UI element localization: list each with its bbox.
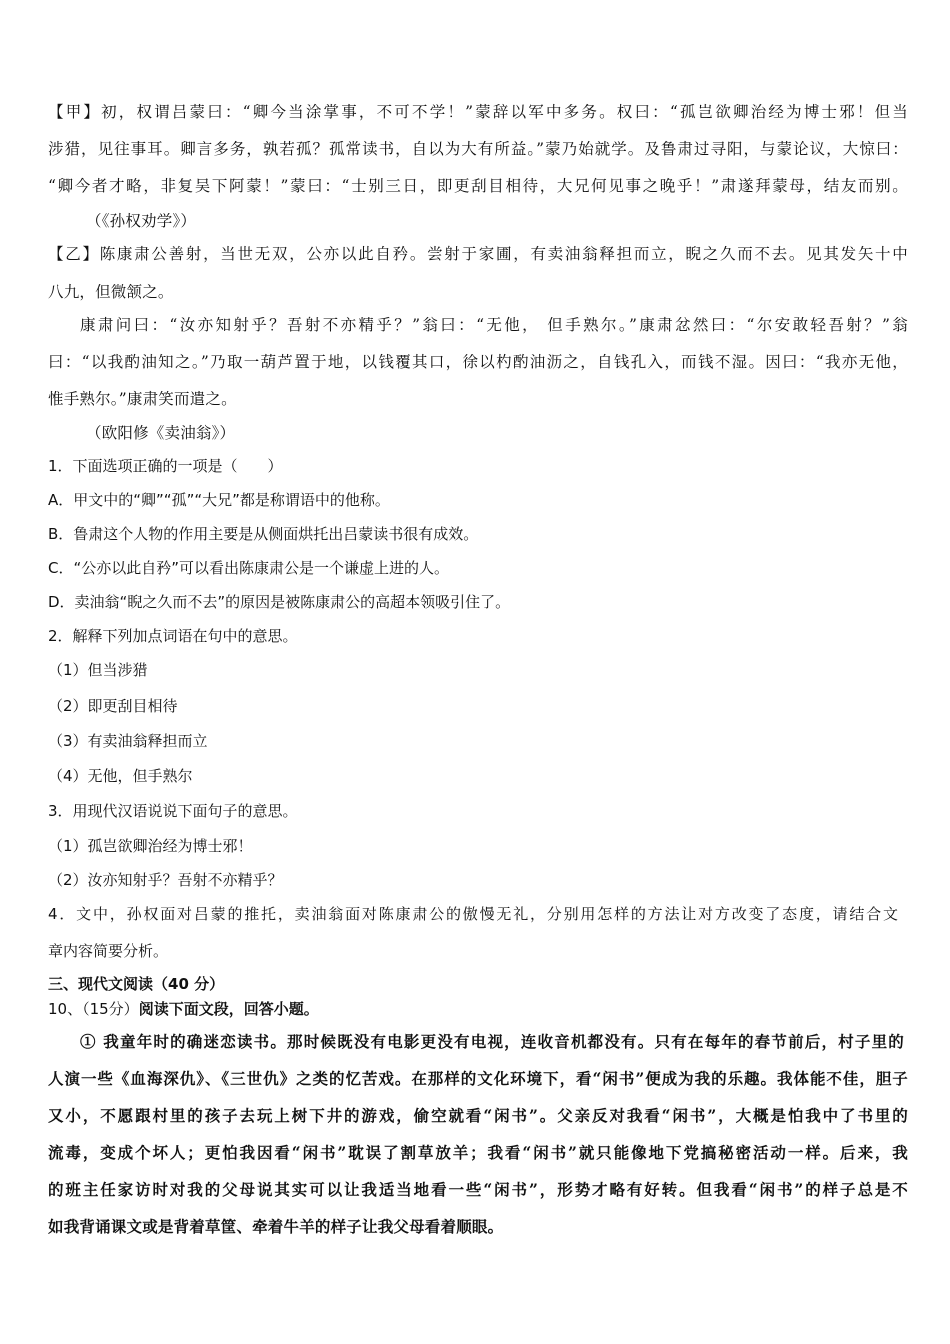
question-1-option-c: C．“公亦以此自矜”可以看出陈康肃公是一个谦虚上进的人。 [48, 559, 450, 577]
section-3-heading: 三、现代文阅读（40 分） [48, 975, 225, 993]
modern-passage-line-1: ① 我童年时的确迷恋读书。那时候既没有电影更没有电视，连收音机都没有。只有在每年的春节前后，村子里的 [80, 1032, 904, 1051]
modern-passage-line-5: 的班主任家访时对我的父母说其实可以让我适当地看一些“闲书”，形势才略有好转。但我看“闲书”的样子总是不 [48, 1180, 908, 1199]
passage-yi-line-2: 八九，但微颔之。 [48, 283, 174, 301]
question-1: 1．下面选项正确的一项是（ ） [48, 457, 283, 475]
passage-yi-source: （欧阳修《卖油翁》） [86, 424, 236, 442]
question-10-header [48, 999, 319, 1019]
passage-yi-line-5: 惟手熟尔。”康肃笑而遣之。 [48, 390, 237, 408]
modern-passage-line-4: 流毒，变成个坏人；更怕我因看“闲书”耽误了割草放羊；我看“闲书”就只能像地下党搞秘密活动一样。后来，我 [48, 1143, 908, 1162]
passage-yi-line-4: 曰：“以我酌油知之。”乃取一葫芦置于地，以钱覆其口，徐以杓酌油沥之，自钱孔入，而钱不湿。因曰：“我亦无他， [48, 353, 908, 371]
question-4-line-2: 章内容简要分析。 [48, 942, 169, 960]
question-3-item-1: （1）孤岂欲卿治经为博士邪！ [48, 837, 253, 855]
question-3-item-2: （2）汝亦知射乎？吾射不亦精乎？ [48, 871, 283, 889]
question-4-line-1: 4．文中，孙权面对吕蒙的推托，卖油翁面对陈康肃公的傲慢无礼，分别用怎样的方法让对方改变了态度，请结合文 [48, 905, 898, 923]
question-1-option-d: D．卖油翁“睨之久而不去”的原因是被陈康肃公的高超本领吸引住了。 [48, 593, 511, 611]
question-10-number: 10、（15分） [48, 1000, 139, 1018]
question-1-option-a: A．甲文中的“卿”“孤”“大兄”都是称谓语中的他称。 [48, 491, 390, 509]
passage-yi-line-3: 康肃问曰：“汝亦知射乎？吾射不亦精乎？”翁曰：“无他， 但手熟尔。”康肃忿然曰：“尔安敢轻吾射？”翁 [80, 316, 908, 334]
passage-jia-line-1: 【甲】初，权谓吕蒙曰：“卿今当涂掌事，不可不学！”蒙辞以军中多务。权曰：“孤岂欲卿治经为博士邪！但当 [48, 103, 908, 121]
modern-passage-line-2: 人演一些《血海深仇》、《三世仇》之类的忆苦戏。在那样的文化环境下，看“闲书”便成为我的乐趣。我体能不佳，胆子 [48, 1069, 908, 1088]
question-1-option-b: B．鲁肃这个人物的作用主要是从侧面烘托出吕蒙读书很有成效。 [48, 525, 479, 543]
question-10-instruction: 阅读下面文段，回答小题。 [138, 1000, 319, 1018]
passage-jia-line-3: “卿今者才略，非复吴下阿蒙！”蒙曰：“士别三日，即更刮目相待，大兄何见事之晚乎！”肃遂拜蒙母，结友而别。 [48, 177, 908, 195]
question-2-item-2: （2）即更刮目相待 [48, 697, 178, 715]
passage-jia-source: （《孙权劝学》） [86, 212, 197, 230]
question-2-item-4: （4）无他，但手熟尔 [48, 767, 193, 785]
modern-passage-line-6: 如我背诵课文或是背着草筐、牵着牛羊的样子让我父母看着顺眼。 [48, 1217, 504, 1236]
question-3: 3．用现代汉语说说下面句子的意思。 [48, 802, 298, 820]
passage-yi-line-1: 【乙】陈康肃公善射，当世无双，公亦以此自矜。尝射于家圃，有卖油翁释担而立，睨之久而不去。见其发矢十中 [48, 245, 908, 263]
passage-jia-line-2: 涉猎，见往事耳。卿言多务，孰若孤？孤常读书，自以为大有所益。”蒙乃始就学。及鲁肃过寻阳，与蒙论议，大惊曰： [48, 140, 908, 158]
modern-passage-line-3: 又小，不愿跟村里的孩子去玩上树下井的游戏，偷空就看“闲书”。父亲反对我看“闲书”，大概是怕我中了书里的 [48, 1106, 908, 1125]
question-2: 2．解释下列加点词语在句中的意思。 [48, 627, 298, 645]
question-2-item-1: （1）但当涉猎 [48, 661, 148, 679]
question-2-item-3: （3）有卖油翁释担而立 [48, 732, 208, 750]
